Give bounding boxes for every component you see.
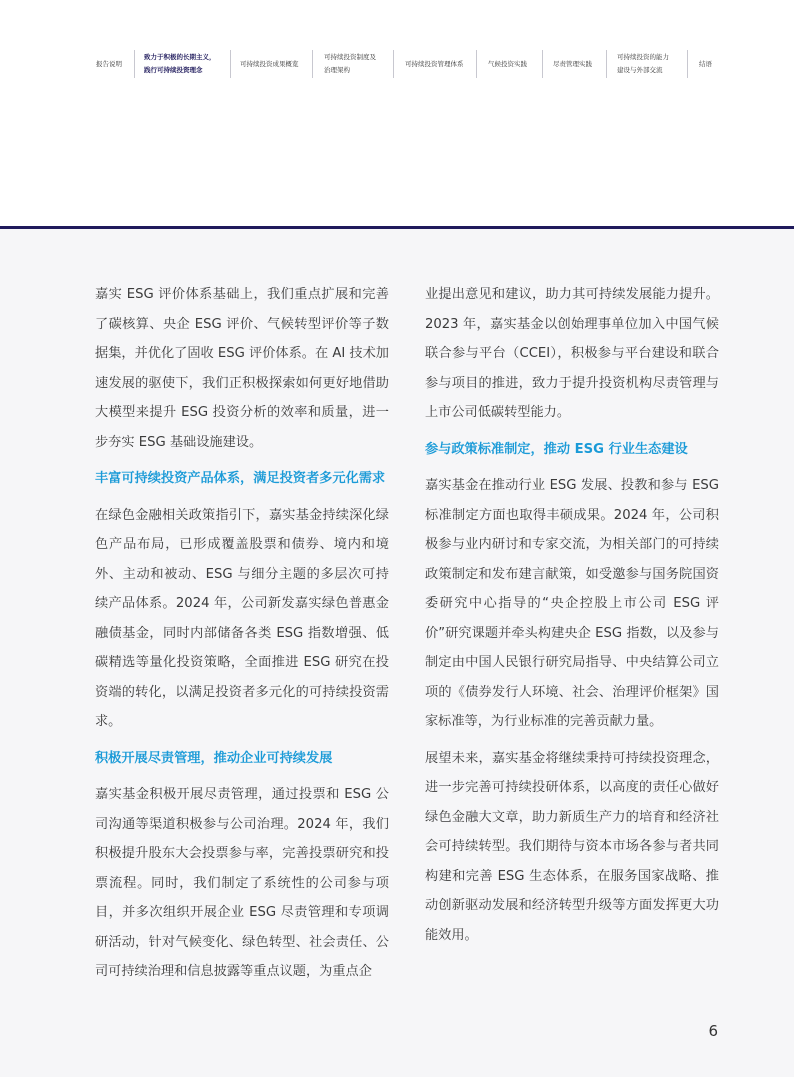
nav-divider bbox=[687, 50, 688, 78]
page-number: 6 bbox=[708, 1022, 718, 1040]
page-header bbox=[0, 0, 794, 226]
header-divider bbox=[0, 226, 794, 229]
body-paragraph: 嘉实基金在推动行业 ESG 发展、投教和参与 ESG 标准制定方面也取得丰硕成果。2024 年，公司积极参与业内研讨和专家交流，为相关部门的可持续政策制定和发布建言献策，如受邀参与国务院国资委研究中心指导的“央企控股上市公司 ESG 评价”研究课题并牵头构建央企 ESG 指数，以及参与制定由中国人民银行研究局指导、中央结算公司立项的《债券发行人环境、社会、治理评价框架》国家标准等，为行业标准的完善贡献力量。 bbox=[425, 478, 719, 729]
nav-divider bbox=[312, 50, 313, 78]
nav-item-results-overview[interactable]: 可持续投资成果概览 bbox=[240, 59, 299, 68]
nav-divider bbox=[542, 50, 543, 78]
nav-divider bbox=[230, 50, 231, 78]
nav-divider bbox=[606, 50, 607, 78]
nav-item-conclusion[interactable]: 结语 bbox=[699, 59, 712, 68]
nav-item-governance[interactable]: 可持续投资制度及 治理架构 bbox=[324, 53, 376, 74]
nav-item-report-notes[interactable]: 报告说明 bbox=[96, 59, 122, 68]
nav-divider bbox=[134, 50, 135, 78]
right-column bbox=[425, 280, 719, 957]
body-paragraph: 展望未来，嘉实基金将继续秉持可持续投资理念，进一步完善可持续投研体系，以高度的责任心做好绿色金融大文章，助力新质生产力的培育和经济社会可持续转型。我们期待与资本市场各参与者共同构建和完善 ESG 生态体系，在服务国家战略、推动创新驱动发展和经济转型升级等方面发挥更大功能效用。 bbox=[425, 750, 719, 943]
nav-item-capacity-building[interactable]: 可持续投资的能力 建设与外部交流 bbox=[617, 53, 669, 74]
body-paragraph: 嘉实基金积极开展尽责管理，通过投票和 ESG 公司沟通等渠道积极参与公司治理。2024 年，我们积极提升股东大会投票参与率，完善投票研究和投票流程。同时，我们制定了系统性的公司参与项目，并多次组织开展企业 ESG 尽责管理和专项调研活动，针对气候变化、绿色转型、社会责任、公司可持续治理和信息披露等重点议题，为重点企 bbox=[95, 787, 389, 979]
nav-divider bbox=[393, 50, 394, 78]
nav-divider bbox=[476, 50, 477, 78]
nav-item-climate-practice[interactable]: 气候投资实践 bbox=[488, 59, 527, 68]
section-heading: 丰富可持续投资产品体系，满足投资者多元化需求 bbox=[95, 471, 386, 486]
nav-item-management-system[interactable]: 可持续投资管理体系 bbox=[405, 59, 464, 68]
body-paragraph: 业提出意见和建议，助力其可持续发展能力提升。2023 年，嘉实基金以创始理事单位加入中国气候联合参与平台（CCEI），积极参与平台建设和联合参与项目的推进，致力于提升投资机构尽责管理与上市公司低碳转型能力。 bbox=[425, 287, 719, 420]
section-nav bbox=[84, 48, 724, 80]
section-heading: 积极开展尽责管理，推动企业可持续发展 bbox=[95, 750, 333, 766]
nav-item-stewardship-practice[interactable]: 尽责管理实践 bbox=[553, 59, 592, 68]
body-paragraph: 在绿色金融相关政策指引下，嘉实基金持续深化绿色产品布局，已形成覆盖股票和债券、境内和境外、主动和被动、ESG 与细分主题的多层次可持续产品体系。2024 年，公司新发嘉实绿色普惠金融债基金，同时内部储备各类 ESG 指数增强、低碳精选等量化投资策略，全面推进 ESG 研究在投资端的转化，以满足投资者多元化的可持续投资需求。 bbox=[95, 507, 389, 729]
left-column bbox=[95, 280, 389, 994]
body-paragraph: 嘉实 ESG 评价体系基础上，我们重点扩展和完善了碳核算、央企 ESG 评价、气候转型评价等子数据集，并优化了固收 ESG 评价体系。在 AI 技术加速发展的驱使下，我们正积极探索如何更好地借助大模型来提升 ESG 投资分析的效率和质量，进一步夯实 ESG 基础设施建设。 bbox=[95, 287, 389, 450]
section-heading: 参与政策标准制定，推动 ESG 行业生态建设 bbox=[425, 441, 688, 457]
nav-item-long-termism[interactable]: 致力于积极的长期主义， 践行可持续投资理念 bbox=[144, 53, 216, 74]
